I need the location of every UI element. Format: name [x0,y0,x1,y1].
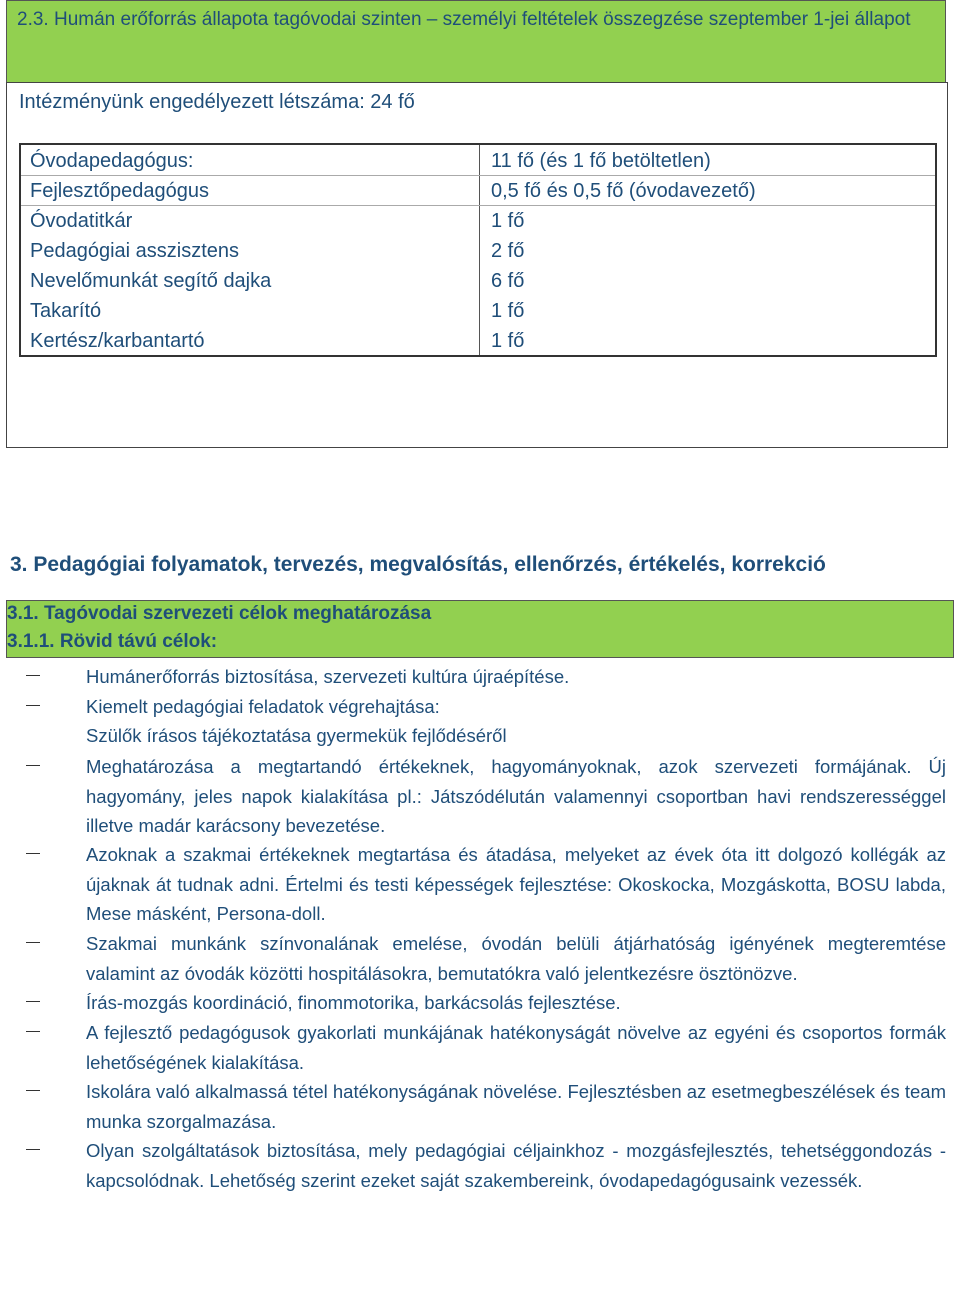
staff-row [21,145,935,176]
staff-count: 1 fő [491,330,525,352]
staff-role: Óvodapedagógus: [30,150,194,172]
list-item-text: Meghatározása a megtartandó értékeknek, hagyományoknak, azok szervezeti formájának. Új hagyomány, jeles napok kialakítása pl.: Játszódélután valamennyi csoportban havi rendszerességgel illetve madár karácsony bevezetése. [86,756,946,836]
list-item-text: Kiemelt pedagógiai feladatok végrehajtása: [86,696,440,717]
staff-role: Pedagógiai asszisztens [30,240,240,262]
staff-role: Takarító [30,300,102,322]
staff-row [21,205,935,235]
section-3-1-header [6,600,954,658]
staff-count: 11 fő (és 1 fő betöltetlen) [491,150,711,172]
dash-bullet-icon [26,942,40,943]
dash-bullet-icon [26,705,40,706]
list-item-text: Írás-mozgás koordináció, finommotorika, barkácsolás fejlesztése. [86,992,621,1013]
dash-bullet-icon [26,1149,40,1150]
staff-role: Kertész/karbantartó [30,330,205,352]
dash-bullet-icon [26,765,40,766]
dash-bullet-icon [26,1001,40,1002]
section-2-3-header [6,0,946,82]
section-3-title: 3. Pedagógiai folyamatok, tervezés, megvalósítás, ellenőrzés, értékelés, korrekció [10,553,826,576]
staff-row [21,175,935,206]
subsection-3-1-title: 3.1. Tagóvodai szervezeti célok meghatározása [7,603,432,624]
list-item-text: A fejlesztő pedagógusok gyakorlati munkájának hatékonyságát növelve az egyéni és csoportos formák lehetőségének kialakítása. [86,1022,946,1073]
staff-row [21,235,935,265]
staff-count: 1 fő [491,210,525,232]
dash-bullet-icon [26,675,40,676]
staff-row [21,265,935,295]
section-2-3-box [6,82,948,448]
staff-role: Óvodatitkár [30,210,133,232]
staff-role: Nevelőmunkát segítő dajka [30,270,272,292]
dash-bullet-icon [26,1090,40,1091]
list-item-text: Humánerőforrás biztosítása, szervezeti kultúra újraépítése. [86,666,570,687]
list-item-text: Azoknak a szakmai értékeknek megtartása és átadása, melyeket az évek óta itt dolgozó kollégák az újaknak át tudnak adni. Értelmi és testi képességek fejlesztése: Okoskocka, Mozgáskotta, BOSU labda, Mese másként, Persona-doll. [86,844,946,924]
dash-bullet-icon [26,1031,40,1032]
staff-count: 0,5 fő és 0,5 fő (óvodavezető) [491,180,756,202]
staff-row [21,295,935,325]
staff-count: 1 fő [491,300,525,322]
list-item-text: Iskolára való alkalmassá tétel hatékonyságának növelése. Fejlesztésben az esetmegbeszélések és team munka szorgalmazása. [86,1081,946,1132]
staff-row [21,325,935,355]
dash-bullet-icon [26,853,40,854]
list-item-text: Szakmai munkánk színvonalának emelése, óvodán belüli átjárhatóság igényének megteremtése valamint az óvodák közötti hospitálásokra, bemutatókra való jelentkezésre ösztönözve. [86,933,946,984]
allowed-headcount: Intézményünk engedélyezett létszáma: 24 fő [19,91,415,113]
staff-role: Fejlesztőpedagógus [30,180,210,202]
staff-count: 6 fő [491,270,525,292]
list-item-text: Olyan szolgáltatások biztosítása, mely pedagógiai céljainkhoz - mozgásfejlesztés, tehetséggondozás - kapcsolódnak. Lehetőség szerint ezeket saját szakembereink, óvodapedagógusaink vezessék. [86,1140,946,1191]
staff-count: 2 fő [491,240,525,262]
staff-table [19,143,937,357]
section-2-3-title: 2.3. Humán erőforrás állapota tagóvodai szinten – személyi feltételek összegzése szeptember 1-jei állapot [17,9,911,30]
subsection-3-1-1-title: 3.1.1. Rövid távú célok: [7,631,218,652]
list-item-subline: Szülők írásos tájékoztatása gyermekük fejlődéséről [86,725,507,746]
